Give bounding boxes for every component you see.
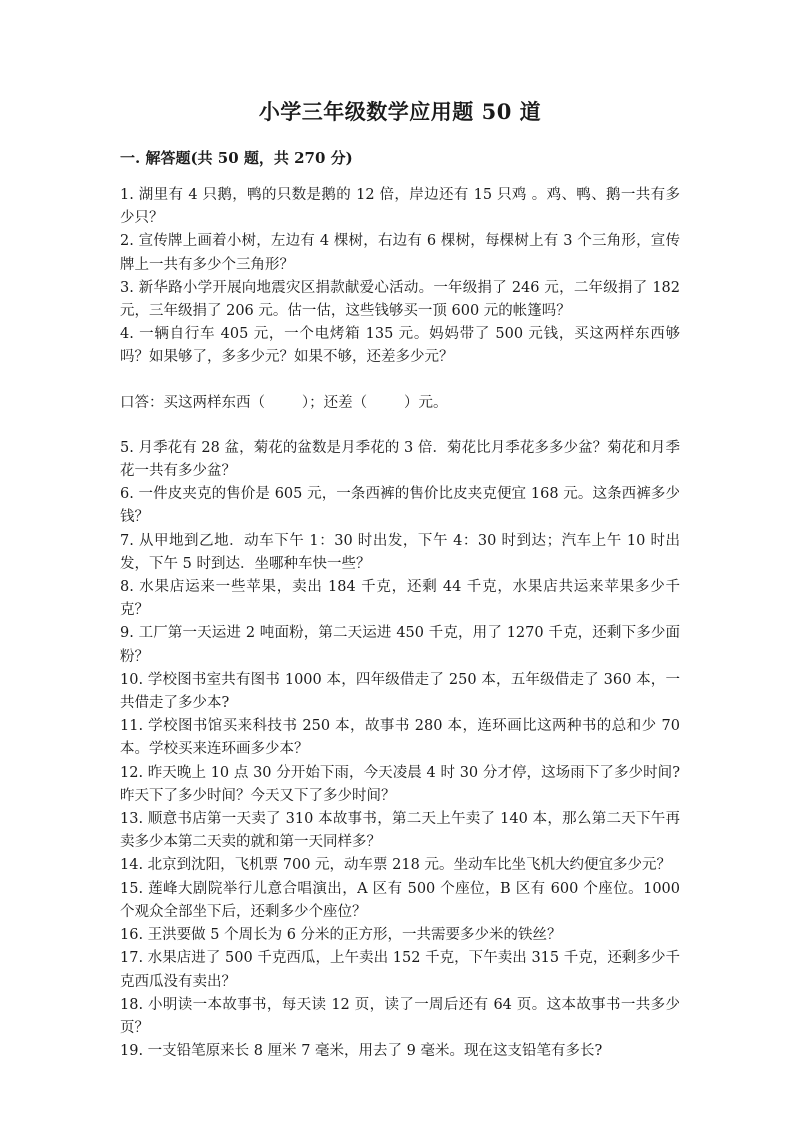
question-item: 14. 北京到沈阳，飞机票 700 元，动车票 218 元。坐动车比坐飞机大约便宜多少元？ [120, 857, 671, 874]
question-item: 3. 新华路小学开展向地震灾区捐款献爱心活动。一年级捐了 246 元，二年级捐了 182 元，三年级捐了 206 元。估一估，这些钱够买一顶 600 元的帐篷吗？ [120, 279, 680, 320]
question-item: 9. 工厂第一天运进 2 吨面粉，第二天运进 450 千克，用了 1270 千克，还剩下多少面粉？ [120, 625, 680, 665]
question-item: 19. 一支铅笔原来长 8 厘米 7 毫米，用去了 9 毫米。现在这支铅笔有多长? [120, 1043, 603, 1060]
question-item: 11. 学校图书馆买来科技书 250 本，故事书 280 本，连环画比这两种书的总和少 70 本。学校买来连环画多少本？ [120, 718, 680, 758]
question-item: 4. 一辆自行车 405 元，一个电烤箱 135 元。妈妈带了 500 元钱，买这两样东西够吗？如果够了，多多少元？如果不够，还差多少元？ [120, 326, 680, 366]
question-item: 13. 顺意书店第一天卖了 310 本故事书，第二天上午卖了 140 本，那么第二天下午再卖多少本第二天卖的就和第一天同样多？ [120, 811, 680, 851]
question-item: 18. 小明读一本故事书，每天读 12 页，读了一周后还有 64 页。这本故事书一共多少页？ [120, 996, 680, 1036]
question-item: 2. 宣传牌上画着小树，左边有 4 棵树，右边有 6 棵树，每棵树上有 3 个三角形，宣传牌上一共有多少个三角形？ [120, 233, 680, 273]
question-item: 8. 水果店运来一些苹果，卖出 184 千克，还剩 44 千克，水果店共运来苹果多少千克？ [120, 579, 680, 619]
question-item: 7. 从甲地到乙地．动车下午 1：30 时出发，下午 4：30 时到达；汽车上午 10 时出发，下午 5 时到达．坐哪种车快一些？ [120, 532, 680, 572]
question-item: 5. 月季花有 28 盆，菊花的盆数是月季花的 3 倍．菊花比月季花多多少盆？菊花和月季花一共有多少盆？ [120, 439, 680, 480]
question-item: 6. 一件皮夹克的售价是 605 元，一条西裤的售价比皮夹克便宜 168 元。这条西裤多少钱？ [120, 486, 680, 526]
answer-line: 口答：买这两样东西（ ）；还差（ ）元。 [120, 394, 448, 411]
question-item: 17. 水果店进了 500 千克西瓜，上午卖出 152 千克，下午卖出 315 千克，还剩多少千克西瓜没有卖出？ [120, 950, 680, 990]
section-heading: 一. 解答题(共 50 题，共 270 分) [120, 149, 353, 167]
question-list [120, 184, 680, 1063]
question-item: 12. 昨天晚上 10 点 30 分开始下雨，今天凌晨 4 时 30 分才停，这场雨下了多少时间?昨天下了多少时间？今天又下了多少时间？ [120, 764, 680, 804]
question-item: 10. 学校图书室共有图书 1000 本，四年级借走了 250 本，五年级借走了 360 本，一共借走了多少本? [120, 671, 680, 712]
question-item: 1. 湖里有 4 只鹅，鸭的只数是鹅的 12 倍，岸边还有 15 只鸡 。鸡、鸭、鹅一共有多少只？ [120, 187, 680, 227]
page-title: 小学三年级数学应用题 50 道 [258, 99, 542, 124]
question-item: 16. 王洪要做 5 个周长为 6 分米的正方形，一共需要多少米的铁丝？ [120, 927, 562, 944]
question-item: 15. 莲峰大剧院举行儿意合唱演出，A 区有 500 个座位，B 区有 600 个座位。1000 个观众全部坐下后，还剩多少个座位？ [120, 880, 680, 920]
